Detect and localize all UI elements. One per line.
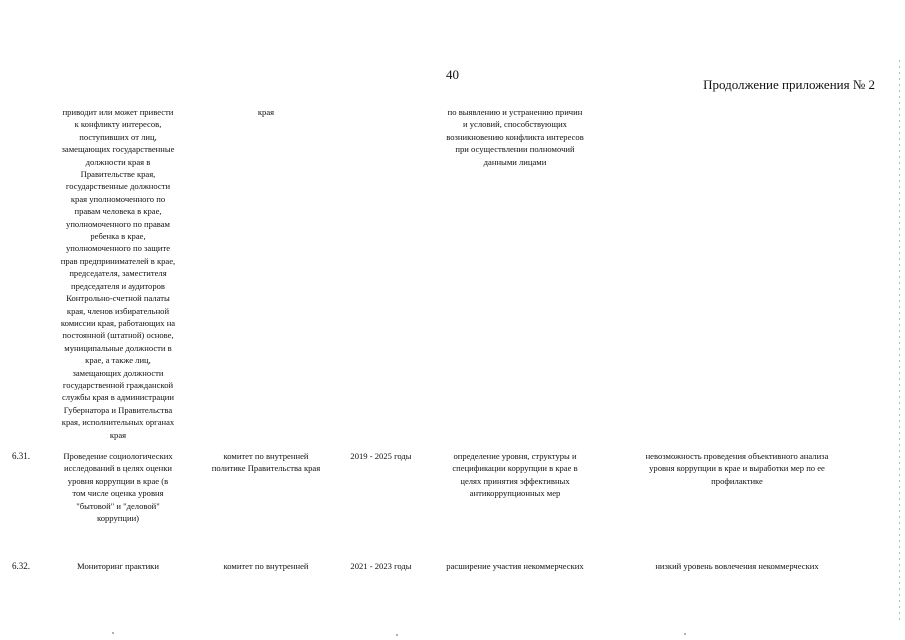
text-line: Контрольно-счетной палаты	[66, 293, 170, 304]
executor-cell	[196, 450, 336, 475]
text-line: края, членов избирательной	[66, 305, 170, 316]
text-line: невозможность проведения объективного анализа	[645, 451, 829, 461]
text-line: по выявлению и устранению причин	[447, 107, 583, 117]
text-line: председателя и аудиторов	[71, 280, 165, 291]
text-line: том числе оценка уровня	[72, 488, 164, 499]
row-number: 6.32.	[12, 561, 30, 571]
activity-name-cell	[38, 450, 198, 524]
text-line: уполномоченного по защите	[65, 243, 171, 254]
text-line: "бытовой" и "деловой"	[76, 500, 160, 511]
text-line: Проведение социологических	[63, 451, 173, 461]
text-line: уполномоченного по правам	[66, 218, 170, 229]
text-line: замещающих государственные	[61, 144, 175, 155]
text-line: данными лицами	[483, 156, 547, 167]
text-line: Правительстве края,	[80, 169, 156, 180]
text-line: председателя, заместителя	[69, 268, 167, 279]
text-line: муниципальные должности в	[64, 342, 172, 353]
text-line: низкий уровень вовлечения некоммерческих	[655, 561, 819, 571]
text-line: коррупции)	[96, 513, 140, 524]
text-line: замещающих должности	[72, 367, 164, 378]
text-line: к конфликту интересов,	[74, 119, 162, 130]
text-line: исследований в целях оценки	[64, 463, 172, 474]
activity-name-cell	[38, 560, 198, 572]
text-line: края	[257, 107, 275, 117]
text-line: прав предпринимателей в крае,	[60, 255, 176, 266]
scan-speck	[684, 633, 686, 635]
row-number: 6.31.	[12, 451, 30, 461]
appendix-continuation-note: Продолжение приложения № 2	[703, 77, 875, 92]
text-line: ребенка в крае,	[90, 231, 146, 242]
expected-result-cell	[420, 560, 610, 572]
continuation-executor-cell	[196, 106, 336, 118]
page-number: 40	[446, 67, 459, 82]
text-line: комитет по внутренней	[223, 561, 309, 571]
text-line: возникновению конфликта интересов	[446, 131, 584, 142]
risk-cell	[612, 450, 862, 487]
expected-result-cell	[420, 450, 610, 500]
risk-cell	[612, 560, 862, 572]
text-line: уровня коррупции в крае (в	[67, 475, 169, 486]
text-line: политике Правительства края	[211, 463, 321, 474]
text-line: расширение участия некоммерческих	[446, 561, 584, 571]
continuation-result-cell	[420, 106, 610, 168]
text-line: комитет по внутренней	[223, 451, 309, 461]
text-line: целях принятия эффективных	[460, 475, 570, 486]
text-line: крае, а также лиц,	[85, 355, 151, 366]
term-cell: 2019 - 2025 годы	[350, 451, 412, 461]
scan-speck	[112, 632, 114, 634]
text-line: Губернатора и Правительства	[63, 404, 173, 415]
scan-margin-line	[899, 60, 900, 620]
text-line: должности края в	[85, 156, 151, 167]
text-line: правам человека в крае,	[74, 206, 162, 217]
scan-speck	[396, 634, 398, 636]
text-line: профилактике	[711, 475, 763, 486]
text-line: спецификации коррупции в крае в	[452, 463, 578, 474]
text-line: края уполномоченного по	[70, 193, 166, 204]
text-line: края	[109, 429, 127, 440]
text-line: приводит или может привести	[62, 107, 174, 117]
text-line: постоянной (штатной) основе,	[62, 330, 174, 341]
text-line: антикоррупционных мер	[469, 488, 561, 499]
continuation-name-cell	[38, 106, 198, 441]
text-line: государственные должности	[65, 181, 171, 192]
text-line: государственной гражданской	[62, 379, 174, 390]
text-line: службы края в администрации	[61, 392, 174, 403]
text-line: и условий, способствующих	[463, 119, 567, 130]
text-line: уровня коррупции в крае и выработки мер по ее	[649, 463, 825, 474]
text-line: Мониторинг практики	[77, 561, 159, 571]
term-cell: 2021 - 2023 годы	[350, 561, 412, 571]
text-line: края, исполнительных органах	[61, 417, 175, 428]
executor-cell	[196, 560, 336, 572]
text-line: комиссии края, работающих на	[60, 317, 176, 328]
text-line: при осуществлении полномочий	[455, 144, 575, 155]
text-line: определение уровня, структуры и	[453, 451, 577, 461]
text-line: поступивших от лиц,	[79, 131, 157, 142]
